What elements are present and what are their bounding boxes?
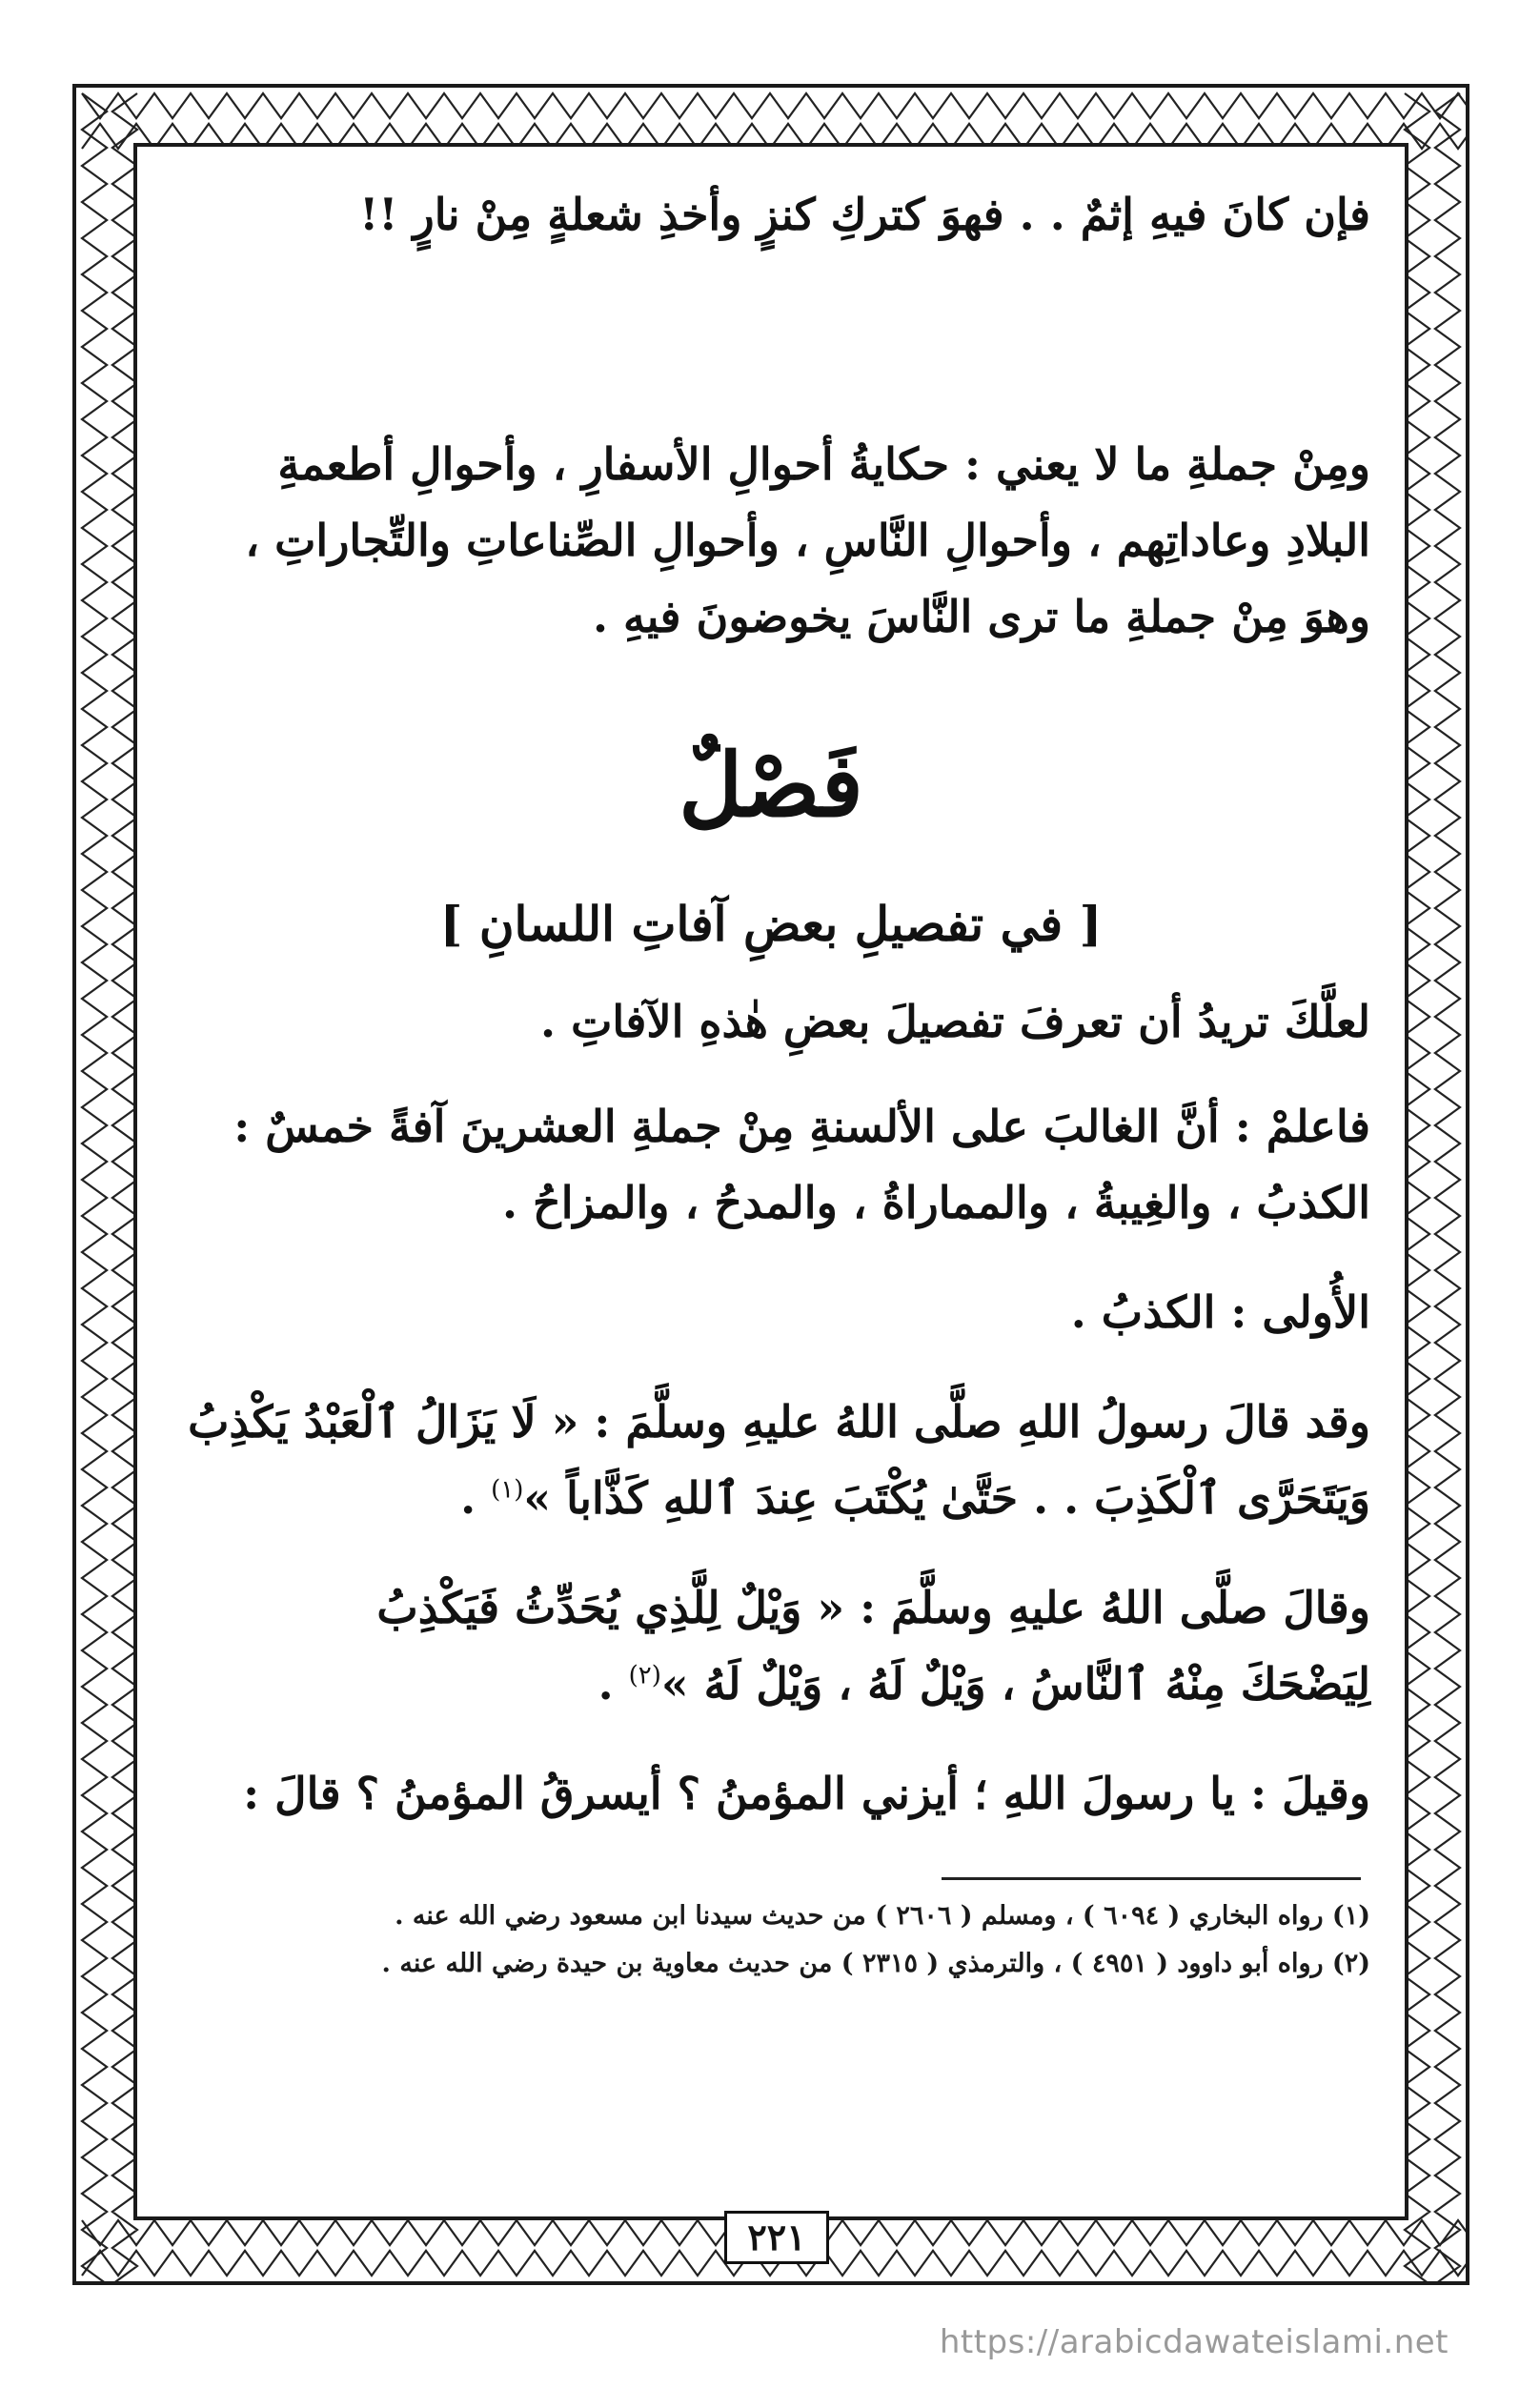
section-line-6 [172, 1472, 1370, 1525]
footnote-separator [942, 1877, 1361, 1880]
footnote-ref-1: (١) [491, 1475, 524, 1505]
line-end-2: . [598, 1658, 629, 1710]
page-number: ٢٢١ [724, 2211, 829, 2264]
hadith-2-text: لِيَضْحَكَ مِنْهُ ٱلنَّاسُ ، وَيْلٌ لَهُ ، وَيْلٌ لَهُ » [660, 1658, 1370, 1710]
footnote-2: (٢) رواه أبو داوود ( ٤٩٥١ ) ، والترمذي ( ٢٣١٥ ) من حديث معاوية بن حيدة رضي الله عنه . [381, 1949, 1370, 1978]
body-line-3: البلادِ وعاداتِهم ، وأحوالِ النَّاسِ ، وأحوالِ الصِّناعاتِ والتِّجاراتِ ، [245, 515, 1370, 566]
line-end-1: . [460, 1472, 492, 1524]
watermark-url: https://arabicdawateislami.net [939, 2323, 1449, 2361]
section-line-1: لعلَّكَ تريدُ أن تعرفَ تفصيلَ بعضِ هٰذهِ الآفاتِ . [540, 996, 1370, 1047]
section-ornament: فَصْلٌ [679, 734, 863, 837]
footnote-1: (١) رواه البخاري ( ٦٠٩٤ ) ، ومسلم ( ٢٦٠٦ ) من حديث سيدنا ابن مسعود رضي الله عنه . [395, 1901, 1370, 1931]
section-line-9: وقيلَ : يا رسولَ اللهِ ؛ أيزني المؤمنُ ؟ أيسرقُ المؤمنُ ؟ قالَ : [243, 1768, 1370, 1819]
section-line-7: وقالَ صلَّى اللهُ عليهِ وسلَّمَ : « وَيْلٌ لِلَّذِي يُحَدِّثُ فَيَكْذِبُ [376, 1582, 1370, 1633]
section-line-4: الأُولى : الكذبُ . [1070, 1286, 1370, 1338]
body-line-1: فإن كانَ فيهِ إثمٌ . . فهوَ كتركِ كنزٍ وأخذِ شعلةٍ مِنْ نارٍ !! [359, 189, 1370, 240]
body-line-2: ومِنْ جملةِ ما لا يعني : حكايةُ أحوالِ الأسفارِ ، وأحوالِ أطعمةِ [277, 438, 1370, 490]
section-line-5: وقد قالَ رسولُ اللهِ صلَّى اللهُ عليهِ وسلَّمَ : « لَا يَزَالُ ٱلْعَبْدُ يَكْذِبُ [188, 1396, 1370, 1447]
body-line-4: وهوَ مِنْ جملةِ ما ترى النَّاسَ يخوضونَ فيهِ . [592, 591, 1370, 642]
hadith-1-text: وَيَتَحَرَّى ٱلْكَذِبَ . . حَتَّىٰ يُكْتَبَ عِندَ ٱللهِ كَذَّاباً » [523, 1472, 1370, 1524]
footnote-ref-2: (٢) [628, 1661, 661, 1690]
page-content [152, 162, 1389, 2163]
section-heading: [ في تفصيلِ بعضِ آفاتِ اللسانِ ] [439, 896, 1103, 952]
section-line-2: فاعلمْ : أنَّ الغالبَ على الألسنةِ مِنْ جملةِ العشرينَ آفةً خمسٌ : [233, 1101, 1370, 1152]
section-line-8 [172, 1658, 1370, 1710]
section-line-3: الكذبُ ، والغِيبةُ ، والمماراةُ ، والمدحُ ، والمزاحُ . [501, 1177, 1370, 1228]
